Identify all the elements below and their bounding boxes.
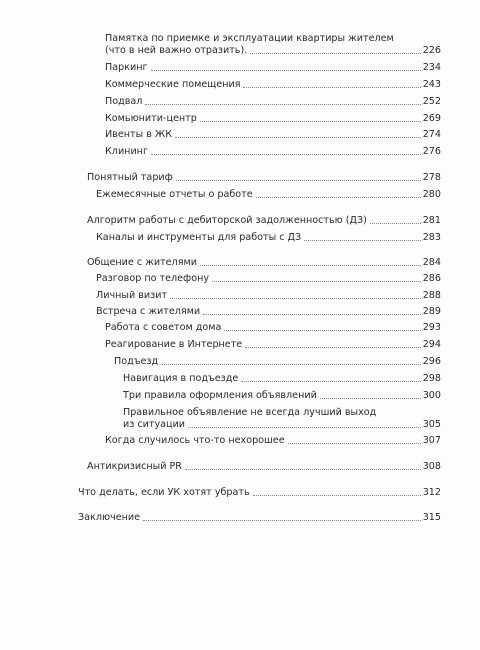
toc-entry-page: 288 bbox=[422, 290, 441, 301]
toc-entry-page: 269 bbox=[422, 113, 441, 124]
toc-leader-dots bbox=[175, 137, 421, 138]
toc-entry-title: Клининг bbox=[105, 146, 148, 157]
toc-entry bbox=[105, 79, 441, 91]
toc-leader-dots bbox=[170, 298, 421, 299]
toc-entry-page: 243 bbox=[422, 79, 441, 90]
toc-entry bbox=[96, 189, 441, 201]
toc-entry-page: 312 bbox=[422, 487, 441, 498]
toc-entry-title: Три правила оформления объявлений bbox=[123, 390, 317, 401]
toc-entry-title: Коммерческие помещения bbox=[105, 79, 241, 90]
toc-entry-page: 294 bbox=[422, 339, 441, 350]
toc-entry-title: Паркинг bbox=[105, 62, 148, 73]
toc-entry bbox=[123, 373, 441, 385]
toc-leader-dots bbox=[304, 240, 421, 241]
toc-entry bbox=[96, 273, 441, 285]
toc-entry-title: Навигация в подъезде bbox=[123, 373, 239, 384]
toc-leader-dots bbox=[143, 520, 421, 521]
toc-leader-dots bbox=[288, 443, 421, 444]
toc-entry-page: 307 bbox=[422, 435, 441, 446]
toc-entry-page: 284 bbox=[422, 257, 441, 268]
toc-entry bbox=[105, 322, 441, 334]
toc-entry-page: 298 bbox=[422, 373, 441, 384]
toc-entry-memo-line1: Памятка по приемке и эксплуатации квартиры жителем bbox=[105, 33, 394, 44]
toc-entry-title: Разговор по телефону bbox=[96, 273, 210, 284]
toc-entry bbox=[123, 390, 441, 402]
toc-entry-ad-line1: Правильное объявление не всегда лучший выход bbox=[123, 407, 377, 418]
toc-leader-dots bbox=[185, 469, 421, 470]
toc-entry-title: Комьюнити-центр bbox=[105, 113, 197, 124]
toc-entry bbox=[114, 356, 441, 368]
toc-leader-dots bbox=[253, 495, 421, 496]
toc-leader-dots bbox=[243, 87, 420, 88]
toc-entry-page: 308 bbox=[422, 461, 441, 472]
toc-leader-dots bbox=[161, 364, 421, 365]
toc-leader-dots bbox=[224, 330, 420, 331]
toc-entry-page: 278 bbox=[422, 172, 441, 183]
toc-entry bbox=[105, 113, 441, 125]
toc-entry-title: Подъезд bbox=[114, 356, 159, 367]
toc-entry-page: 286 bbox=[422, 273, 441, 284]
toc-entry bbox=[105, 62, 441, 74]
toc-leader-dots bbox=[188, 427, 421, 428]
toc-entry bbox=[105, 339, 441, 351]
toc-entry bbox=[87, 215, 441, 227]
toc-entry-page: 283 bbox=[422, 232, 441, 243]
toc-leader-dots bbox=[245, 347, 420, 348]
toc-entry-page: 296 bbox=[422, 356, 441, 367]
toc-leader-dots bbox=[145, 104, 420, 105]
toc-entry-page: 274 bbox=[422, 129, 441, 140]
toc-entry-title: Общение с жителями bbox=[87, 257, 197, 268]
toc-entry bbox=[105, 96, 441, 108]
toc-entry-page: 305 bbox=[422, 419, 441, 430]
toc-entry-page: 252 bbox=[422, 96, 441, 107]
toc-entry-title: Ежемесячные отчеты о работе bbox=[96, 189, 253, 200]
toc-entry bbox=[96, 290, 441, 302]
toc-entry bbox=[87, 461, 441, 473]
toc-entry-title: Ивенты в ЖК bbox=[105, 129, 173, 140]
toc-entry bbox=[105, 45, 441, 57]
toc-entry-title: Когда случилось что-то нехорошее bbox=[105, 435, 285, 446]
toc-entry-title: Заключение bbox=[78, 512, 141, 523]
toc-entry bbox=[78, 487, 441, 499]
toc-entry-title: Антикризисный PR bbox=[87, 461, 182, 472]
toc-leader-dots bbox=[151, 154, 421, 155]
toc-entry-page: 289 bbox=[422, 306, 441, 317]
toc-entry-page: 293 bbox=[422, 322, 441, 333]
toc-leader-dots bbox=[176, 180, 421, 181]
toc-entry-title: Встреча с жителями bbox=[96, 306, 201, 317]
toc-leader-dots bbox=[200, 265, 421, 266]
toc-entry-title: (что в ней важно отразить). bbox=[105, 45, 248, 56]
toc-entry bbox=[105, 146, 441, 158]
toc-leader-dots bbox=[203, 314, 421, 315]
toc-entry bbox=[78, 512, 441, 524]
toc-entry-title: Реагирование в Интернете bbox=[105, 339, 243, 350]
toc-entry-title: Личный визит bbox=[96, 290, 168, 301]
toc-leader-dots bbox=[200, 121, 421, 122]
toc-leader-dots bbox=[151, 70, 421, 71]
toc-entry-title: Работа с советом дома bbox=[105, 322, 222, 333]
toc-entry bbox=[105, 435, 441, 447]
toc-leader-dots bbox=[370, 223, 421, 224]
toc-leader-dots bbox=[320, 398, 421, 399]
toc-entry-page: 315 bbox=[422, 512, 441, 523]
toc-leader-dots bbox=[241, 381, 420, 382]
toc-entry-page: 280 bbox=[422, 189, 441, 200]
toc-entry bbox=[96, 232, 441, 244]
toc-entry bbox=[87, 257, 441, 269]
toc-entry-page: 234 bbox=[422, 62, 441, 73]
toc-entry-page: 276 bbox=[422, 146, 441, 157]
toc-entry bbox=[96, 306, 441, 318]
toc-entry-page: 226 bbox=[422, 45, 441, 56]
toc-entry-page: 300 bbox=[422, 390, 441, 401]
toc-entry-title: Что делать, если УК хотят убрать bbox=[78, 487, 250, 498]
toc-entry-title: из ситуации bbox=[123, 419, 186, 430]
toc-entry-title: Каналы и инструменты для работы с ДЗ bbox=[96, 232, 302, 243]
toc-entry-title: Алгоритм работы с дебиторской задолженностью (ДЗ) bbox=[87, 215, 367, 226]
toc-leader-dots bbox=[212, 281, 421, 282]
toc-entry-title: Подвал bbox=[105, 96, 143, 107]
toc-leader-dots bbox=[250, 53, 420, 54]
toc-entry bbox=[87, 172, 441, 184]
toc-entry bbox=[105, 129, 441, 141]
toc-entry bbox=[123, 419, 441, 431]
toc-entry-page: 281 bbox=[422, 215, 441, 226]
toc-leader-dots bbox=[256, 197, 421, 198]
toc-entry-title: Понятный тариф bbox=[87, 172, 173, 183]
